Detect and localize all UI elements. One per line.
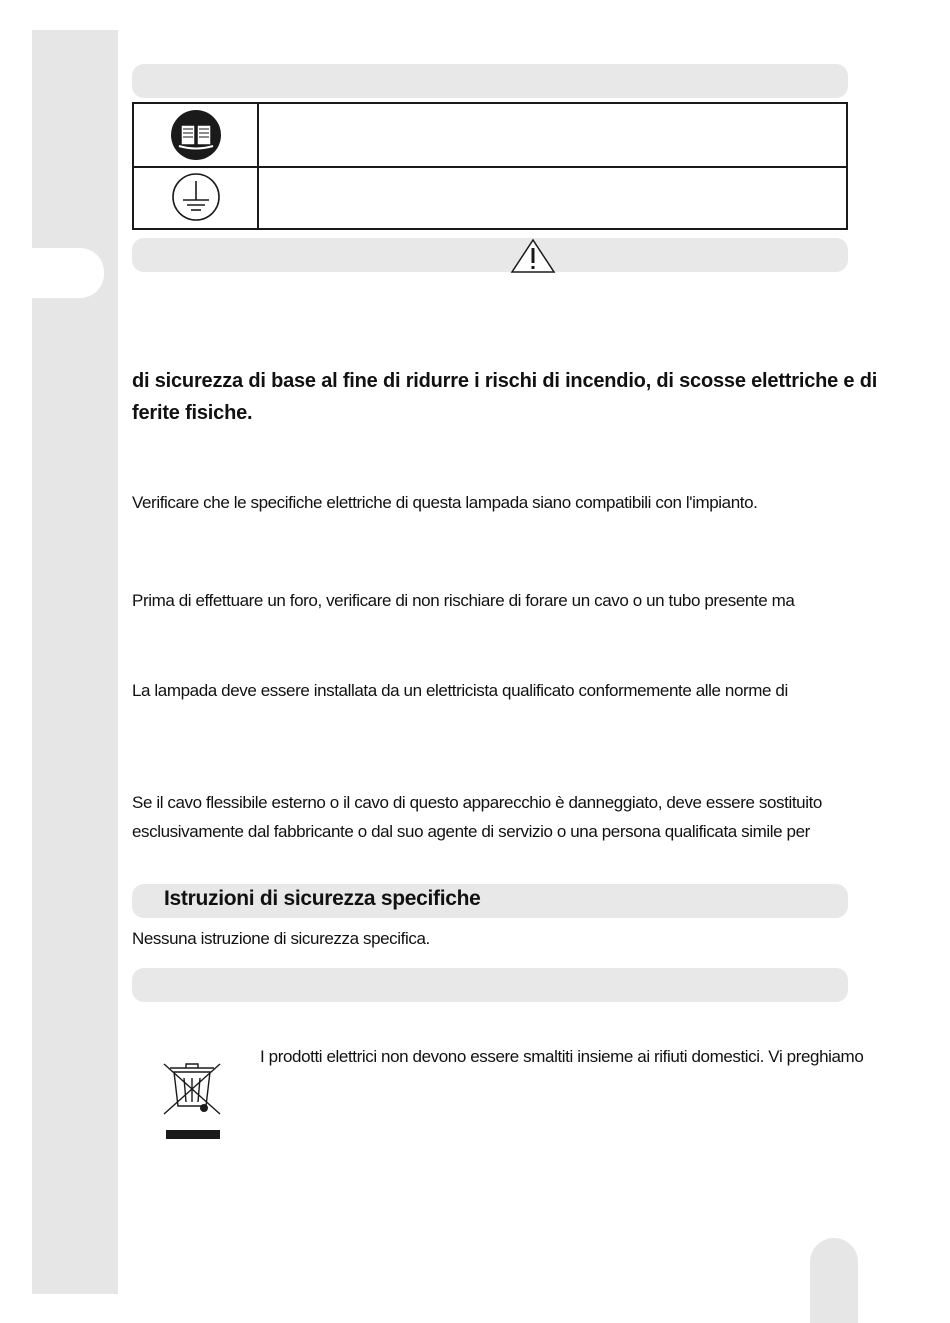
sidebar-margin xyxy=(32,30,118,1294)
read-manual-icon xyxy=(134,104,257,166)
section-bar-symbols xyxy=(132,64,848,98)
earth-ground-icon xyxy=(134,166,257,228)
disposal-text: I prodotti elettrici non devono essere smaltiti insieme ai rifiuti domestici. Vi preghiamo xyxy=(260,1047,864,1066)
specific-safety-text: Nessuna istruzione di sicurezza specifica. xyxy=(132,929,430,948)
safety-paragraph-1: Verificare che le specifiche elettriche di questa lampada siano compatibili con l'impianto. xyxy=(132,493,758,512)
table-row xyxy=(134,104,846,168)
safety-intro-line-2: ferite fisiche. xyxy=(132,402,253,424)
safety-paragraph-2: Prima di effettuare un foro, verificare di non rischiare di forare un cavo o un tubo presente ma xyxy=(132,591,795,610)
section-bar-general-safety xyxy=(132,238,848,272)
table-row xyxy=(134,166,846,228)
page-number-tab xyxy=(810,1238,858,1323)
section-title: Istruzioni di sicurezza specifiche xyxy=(164,887,481,910)
warning-triangle-icon xyxy=(510,238,556,279)
safety-intro-line-1: di sicurezza di base al fine di ridurre i rischi di incendio, di scosse elettriche e di xyxy=(132,370,878,392)
safety-paragraph-3: La lampada deve essere installata da un elettricista qualificato conformemente alle norme di xyxy=(132,681,788,700)
safety-paragraph-4-line-2: esclusivamente dal fabbricante o dal suo agente di servizio o una persona qualificata simile per xyxy=(132,822,810,841)
section-bar-disposal xyxy=(132,968,848,1002)
sidebar-tab xyxy=(32,248,104,298)
section-bar-specific-safety xyxy=(132,884,848,918)
safety-paragraph-4-line-1: Se il cavo flessibile esterno o il cavo di questo apparecchio è danneggiato, deve essere sostituito xyxy=(132,793,822,812)
weee-crossed-bin-icon xyxy=(160,1060,224,1147)
symbols-table xyxy=(132,102,848,230)
